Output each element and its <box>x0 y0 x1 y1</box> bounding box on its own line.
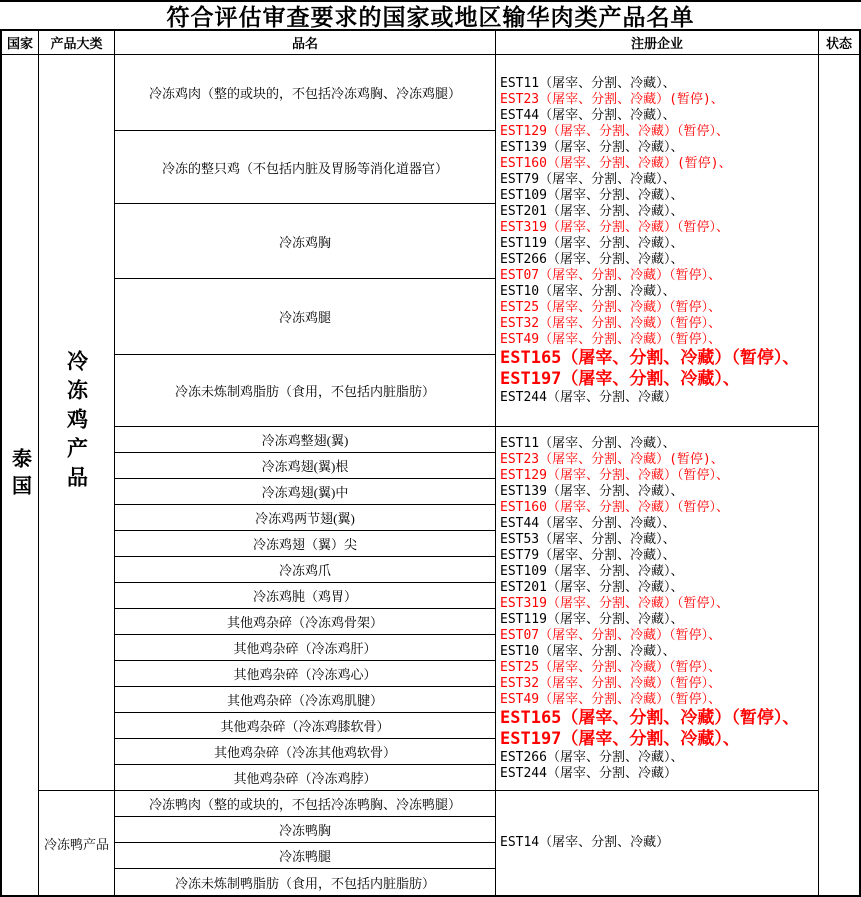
enterprise-line-suspended: EST07（屠宰、分割、冷藏）（暂停）、 <box>500 627 722 643</box>
page-title: 符合评估审查要求的国家或地区输华肉类产品名单 <box>0 0 861 31</box>
enterprise-line: EST79（屠宰、分割、冷藏）、 <box>500 547 676 563</box>
product-row: 冷冻鸡翅（翼）尖 <box>115 531 495 557</box>
product-row: 其他鸡杂碎（冷冻鸡肝） <box>115 635 495 661</box>
category-column <box>39 55 115 895</box>
enterprise-line: EST11（屠宰、分割、冷藏）、 <box>500 75 676 91</box>
enterprise-cell <box>496 791 818 895</box>
enterprise-line-suspended: EST197（屠宰、分割、冷藏）、 <box>500 368 740 389</box>
product-row: 冷冻鸡肉（整的或块的，不包括冷冻鸡胸、冷冻鸡腿） <box>115 55 495 131</box>
enterprise-line-suspended: EST23（屠宰、分割、冷藏）(暂停)、 <box>500 451 724 467</box>
enterprise-line-suspended: EST319（屠宰、分割、冷藏）（暂停）、 <box>500 219 729 235</box>
enterprise-line-suspended: EST49（屠宰、分割、冷藏）（暂停）、 <box>500 691 722 707</box>
enterprise-line: EST109（屠宰、分割、冷藏）、 <box>500 187 684 203</box>
enterprise-line-suspended: EST25（屠宰、分割、冷藏）（暂停）、 <box>500 299 722 315</box>
product-row: 冷冻鸡胸 <box>115 204 495 279</box>
enterprise-cell <box>496 427 818 791</box>
table-body <box>2 55 859 895</box>
enterprise-line-suspended: EST32（屠宰、分割、冷藏）（暂停）、 <box>500 315 722 331</box>
enterprise-line: EST201（屠宰、分割、冷藏）、 <box>500 203 684 219</box>
category-cell-frozen-chicken <box>39 55 114 791</box>
product-row: 冷冻鸡两节翅(翼) <box>115 505 495 531</box>
enterprise-line-suspended: EST129（屠宰、分割、冷藏）（暂停）、 <box>500 123 729 139</box>
product-row: 冷冻鸡整翅(翼) <box>115 427 495 453</box>
product-row: 冷冻未炼制鸭脂肪（食用，不包括内脏脂肪） <box>174 875 435 891</box>
product-row: 其他鸡杂碎（冷冻其他鸡软骨） <box>115 739 495 765</box>
enterprise-line: EST139（屠宰、分割、冷藏）、 <box>500 483 684 499</box>
product-row: 冷冻鸡翅(翼)中 <box>115 479 495 505</box>
enterprise-line: EST139（屠宰、分割、冷藏）、 <box>500 139 684 155</box>
product-column <box>115 55 496 895</box>
header-category: 产品大类 <box>39 31 115 54</box>
product-row: 冷冻鸡爪 <box>115 557 495 583</box>
enterprise-line: EST11（屠宰、分割、冷藏）、 <box>500 435 676 451</box>
product-row: 冷冻鸭胸 <box>115 817 495 843</box>
header-enterprise: 注册企业 <box>496 31 819 54</box>
product-row: 其他鸡杂碎（冷冻鸡脖） <box>115 765 495 791</box>
product-row: 其他鸡杂碎（冷冻鸡心） <box>115 661 495 687</box>
status-cell <box>819 55 859 895</box>
country-label: 泰国 <box>8 448 31 502</box>
enterprise-line: EST44（屠宰、分割、冷藏）、 <box>500 515 676 531</box>
enterprise-line-suspended: EST165（屠宰、分割、冷藏）（暂停）、 <box>500 707 800 728</box>
enterprise-line-suspended: EST07（屠宰、分割、冷藏）（暂停）、 <box>500 267 722 283</box>
enterprise-line: EST44（屠宰、分割、冷藏）、 <box>500 107 676 123</box>
enterprise-line-suspended: EST25（屠宰、分割、冷藏）（暂停）、 <box>500 659 722 675</box>
enterprise-line-suspended: EST319（屠宰、分割、冷藏）（暂停）、 <box>500 595 729 611</box>
product-row: 冷冻鸡肫（鸡胃） <box>115 583 495 609</box>
product-row: 冷冻鸭腿 <box>115 843 495 869</box>
enterprise-line-suspended: EST129（屠宰、分割、冷藏）（暂停）、 <box>500 467 729 483</box>
enterprise-line: EST10（屠宰、分割、冷藏）、 <box>500 283 676 299</box>
product-row: 其他鸡杂碎（冷冻鸡肌腱） <box>115 687 495 713</box>
enterprise-line: EST244（屠宰、分割、冷藏） <box>500 765 677 781</box>
category-cell-frozen-duck: 冷冻鸭产品 <box>43 836 109 852</box>
meat-products-table <box>0 31 861 897</box>
enterprise-column <box>496 55 819 895</box>
enterprise-line: EST53（屠宰、分割、冷藏）、 <box>500 531 676 547</box>
enterprise-line: EST14（屠宰、分割、冷藏） <box>500 835 670 850</box>
product-row: 其他鸡杂碎（冷冻鸡膝软骨） <box>115 713 495 739</box>
enterprise-line-suspended: EST23（屠宰、分割、冷藏）(暂停)、 <box>500 91 724 107</box>
enterprise-line: EST201（屠宰、分割、冷藏）、 <box>500 579 684 595</box>
enterprise-line: EST10（屠宰、分割、冷藏）、 <box>500 643 676 659</box>
product-row: 冷冻鸡腿 <box>115 279 495 355</box>
product-row: 冷冻鸭肉（整的或块的，不包括冷冻鸭胸、冷冻鸭腿） <box>115 791 495 817</box>
product-row: 其他鸡杂碎（冷冻鸡骨架） <box>115 609 495 635</box>
enterprise-line-suspended: EST165（屠宰、分割、冷藏）（暂停）、 <box>500 347 800 368</box>
enterprise-line: EST109（屠宰、分割、冷藏）、 <box>500 563 684 579</box>
enterprise-cell <box>496 55 818 427</box>
product-row: 冷冻未炼制鸡脂肪（食用，不包括内脏脂肪） <box>115 355 495 427</box>
product-row: 冷冻鸡翅(翼)根 <box>115 453 495 479</box>
enterprise-line: EST119（屠宰、分割、冷藏）、 <box>500 611 684 627</box>
enterprise-line: EST79（屠宰、分割、冷藏）、 <box>500 171 676 187</box>
enterprise-line-suspended: EST197（屠宰、分割、冷藏）、 <box>500 728 740 749</box>
enterprise-line-suspended: EST160（屠宰、分割、冷藏）(暂停)、 <box>500 155 732 171</box>
table-header <box>2 31 859 55</box>
enterprise-line: EST266（屠宰、分割、冷藏）、 <box>500 251 684 267</box>
category-label-frozen-chicken: 冷冻鸡产品 <box>64 350 89 495</box>
enterprise-line: EST244（屠宰、分割、冷藏） <box>500 389 677 405</box>
enterprise-line: EST119（屠宰、分割、冷藏）、 <box>500 235 684 251</box>
header-status: 状态 <box>825 36 852 51</box>
product-row: 冷冻的整只鸡（不包括内脏及胃肠等消化道器官） <box>115 131 495 204</box>
header-country: 国家 <box>2 31 39 54</box>
enterprise-line-suspended: EST32（屠宰、分割、冷藏）（暂停）、 <box>500 675 722 691</box>
header-product: 品名 <box>115 31 496 54</box>
country-cell <box>2 55 39 895</box>
enterprise-line: EST266（屠宰、分割、冷藏）、 <box>500 749 684 765</box>
enterprise-line-suspended: EST160（屠宰、分割、冷藏）（暂停）、 <box>500 499 729 515</box>
enterprise-line-suspended: EST49（屠宰、分割、冷藏）（暂停）、 <box>500 331 722 347</box>
